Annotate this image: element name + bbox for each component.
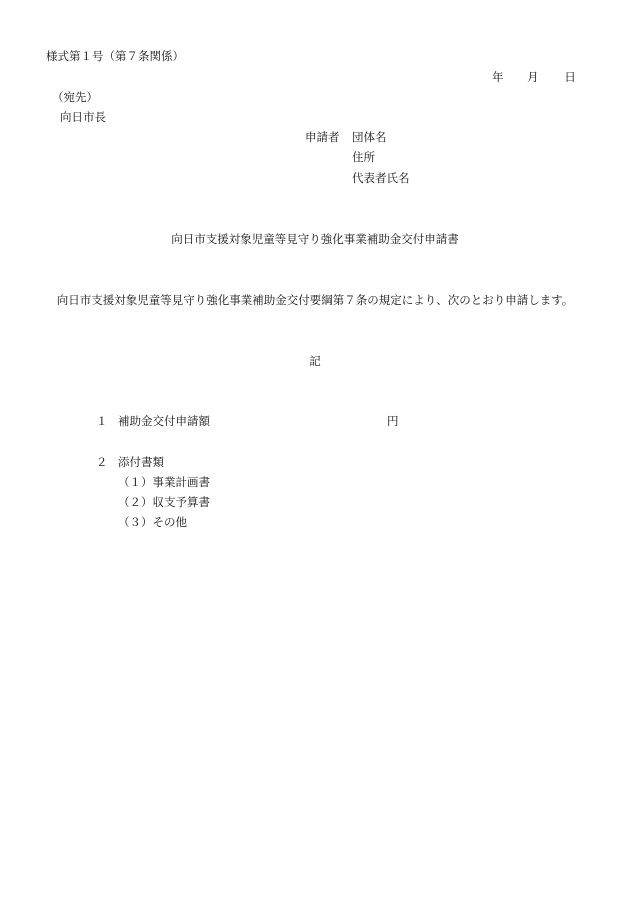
attachment-item: （３）その他 (118, 515, 187, 529)
item-1-unit: 円 (387, 414, 399, 428)
applicant-address: 住所 (352, 150, 375, 164)
attachment-item: （１）事業計画書 (118, 475, 210, 489)
item-1-number: １ (96, 414, 108, 428)
applicant-representative: 代表者氏名 (352, 171, 410, 185)
date-month: 月 (527, 70, 539, 84)
attachment-item: （２）収支予算書 (118, 495, 210, 509)
date-year: 年 (492, 70, 504, 84)
intro-text: 向日市支援対象児童等見守り強化事業補助金交付要綱第７条の規定により、次のとおり申請します。 (56, 293, 574, 307)
form-label: 様式第１号（第７条関係） (46, 49, 184, 63)
applicant-label: 申請者 (305, 130, 340, 144)
item-1-label: 補助金交付申請額 (118, 414, 210, 428)
date-day: 日 (564, 70, 576, 84)
item-2-label: 添付書類 (118, 455, 164, 469)
applicant-org-name: 団体名 (352, 130, 387, 144)
document-title: 向日市支援対象児童等見守り強化事業補助金交付申請書 (171, 232, 459, 246)
addressee-name: 向日市長 (60, 110, 106, 124)
date-row (492, 71, 576, 85)
ki-heading: 記 (309, 354, 321, 368)
addressee-prefix: （宛先） (52, 90, 98, 104)
item-2-number: ２ (96, 455, 108, 469)
